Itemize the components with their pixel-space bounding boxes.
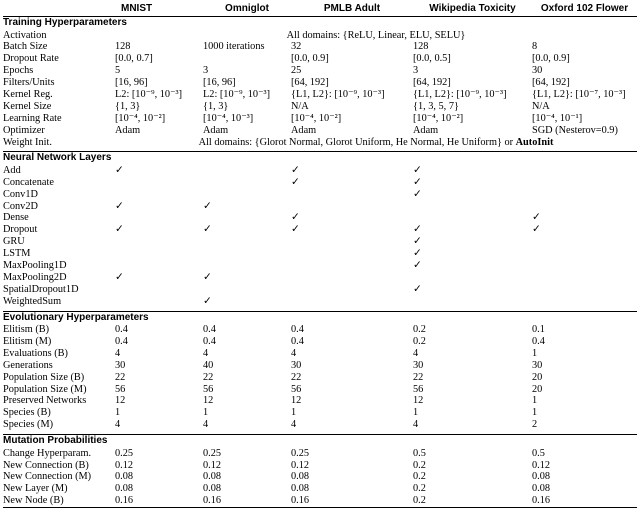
checkmark-cell: ✓ xyxy=(203,224,212,236)
spanning-cell xyxy=(115,137,637,149)
value-cell: 0.08 xyxy=(532,471,551,483)
bottom-rule xyxy=(3,507,637,508)
table-row xyxy=(3,41,637,53)
value-cell: [64, 192] xyxy=(291,77,329,89)
value-cell: 0.2 xyxy=(413,471,426,483)
value-cell: Adam xyxy=(291,124,317,136)
value-cell xyxy=(532,165,637,177)
checkmark-cell: ✓ xyxy=(413,176,422,188)
value-cell: 12 xyxy=(291,395,302,407)
value-cell: 0.5 xyxy=(413,447,426,459)
row-label: Batch Size xyxy=(3,41,48,53)
value-cell: [10⁻⁴, 10⁻²] xyxy=(291,112,342,124)
value-cell xyxy=(532,260,637,272)
value-cell: 0.4 xyxy=(532,335,545,347)
value-cell: 8 xyxy=(532,41,538,53)
spanning-cell xyxy=(115,30,637,42)
row-label: Evaluations (B) xyxy=(3,347,68,359)
value-cell: 1 xyxy=(532,347,538,359)
row-label: Activation xyxy=(3,29,47,41)
table-row xyxy=(3,224,637,236)
section-title-row xyxy=(3,16,637,30)
value-cell: 32 xyxy=(291,41,302,53)
value-cell: 2 xyxy=(532,419,538,431)
table-row xyxy=(3,384,637,396)
value-cell: Adam xyxy=(203,124,229,136)
value-cell: 0.5 xyxy=(532,447,545,459)
checkmark-cell: ✓ xyxy=(413,224,422,236)
row-label: Filters/Units xyxy=(3,77,55,89)
row-label: Weight Init. xyxy=(3,136,52,148)
section-title-row xyxy=(3,311,637,325)
table-row xyxy=(3,212,637,224)
table-row xyxy=(3,248,637,260)
value-cell: 0.12 xyxy=(115,459,134,471)
value-cell: 0.4 xyxy=(203,324,216,336)
row-label: MaxPooling2D xyxy=(3,271,67,283)
value-cell: [10⁻⁴, 10⁻³] xyxy=(203,112,254,124)
value-cell: 4 xyxy=(413,347,419,359)
value-cell xyxy=(532,272,637,284)
value-cell: SGD (Nesterov=0.9) xyxy=(532,124,618,136)
table-row xyxy=(3,137,637,149)
section-title-row xyxy=(3,151,637,165)
checkmark-cell: ✓ xyxy=(291,164,300,176)
row-label: Optimizer xyxy=(3,124,45,136)
value-cell xyxy=(532,296,637,308)
value-cell: 1 xyxy=(291,407,297,419)
value-cell: 0.4 xyxy=(291,335,304,347)
value-cell: 0.16 xyxy=(115,495,134,507)
value-cell: 0.08 xyxy=(532,483,551,495)
value-cell: 4 xyxy=(291,347,297,359)
checkmark-cell: ✓ xyxy=(115,271,124,283)
table-row xyxy=(3,113,637,125)
row-label: Add xyxy=(3,164,21,176)
value-cell xyxy=(115,177,203,189)
value-cell xyxy=(413,272,532,284)
section-title: Neural Network Layers xyxy=(3,152,112,164)
value-cell: N/A xyxy=(291,100,309,112)
hyperparameter-table xyxy=(3,2,637,508)
header-cell: Oxford 102 Flower xyxy=(540,3,629,15)
value-cell: L2: [10⁻⁹, 10⁻³] xyxy=(115,88,183,100)
value-cell: 1 xyxy=(532,395,538,407)
row-label: Generations xyxy=(3,359,53,371)
table-row xyxy=(3,407,637,419)
value-cell: 12 xyxy=(115,395,126,407)
section-title-row xyxy=(3,434,637,448)
row-label: Kernel Size xyxy=(3,100,52,112)
value-cell: 0.08 xyxy=(115,483,134,495)
value-cell: 4 xyxy=(115,347,121,359)
value-cell: 22 xyxy=(413,371,424,383)
table-row xyxy=(3,260,637,272)
table-row xyxy=(3,495,637,507)
value-cell: 0.2 xyxy=(413,483,426,495)
value-cell: N/A xyxy=(532,100,550,112)
value-cell: 0.08 xyxy=(203,471,222,483)
value-cell xyxy=(291,260,413,272)
value-cell xyxy=(203,212,291,224)
row-label: Conv1D xyxy=(3,188,38,200)
table-row xyxy=(3,272,637,284)
table-row xyxy=(3,483,637,495)
table-row xyxy=(3,348,637,360)
value-cell: 12 xyxy=(413,395,424,407)
row-label: New Connection (M) xyxy=(3,471,92,483)
row-label: New Node (B) xyxy=(3,495,64,507)
value-cell: 1000 iterations xyxy=(203,41,265,53)
spanning-text: All domains: {Glorot Normal, Glorot Uniform, He Normal, He Uniform} or xyxy=(198,136,516,148)
row-label: Species (M) xyxy=(3,419,54,431)
header-cell: MNIST xyxy=(121,3,153,15)
table-row xyxy=(3,460,637,472)
value-cell: [16, 96] xyxy=(115,77,148,89)
value-cell: 0.12 xyxy=(532,459,551,471)
table-body xyxy=(3,16,637,508)
value-cell xyxy=(203,248,291,260)
value-cell: 0.1 xyxy=(532,324,545,336)
value-cell xyxy=(291,296,413,308)
value-cell: 0.12 xyxy=(291,459,310,471)
row-label: Learning Rate xyxy=(3,112,62,124)
value-cell: 1 xyxy=(115,407,121,419)
table-row xyxy=(3,201,637,213)
table-row xyxy=(3,236,637,248)
row-label: Dropout Rate xyxy=(3,53,59,65)
table-row xyxy=(3,77,637,89)
value-cell xyxy=(291,248,413,260)
table-row xyxy=(3,189,637,201)
value-cell xyxy=(291,272,413,284)
section-title: Evolutionary Hyperparameters xyxy=(3,311,149,323)
table-row xyxy=(3,296,637,308)
value-cell: 30 xyxy=(115,359,126,371)
value-cell: 1 xyxy=(413,407,419,419)
spanning-bold-text: AutoInit xyxy=(515,136,554,148)
checkmark-cell: ✓ xyxy=(203,271,212,283)
value-cell: 20 xyxy=(532,383,543,395)
value-cell: 0.08 xyxy=(203,483,222,495)
value-cell: [0.0, 0.7] xyxy=(115,53,153,65)
value-cell: 0.25 xyxy=(291,447,310,459)
value-cell: 0.2 xyxy=(413,335,426,347)
value-cell: 56 xyxy=(203,383,214,395)
row-label: Concatenate xyxy=(3,176,54,188)
value-cell xyxy=(291,189,413,201)
spanning-text: All domains: {ReLU, Linear, ELU, SELU} xyxy=(286,29,466,41)
row-label: LSTM xyxy=(3,248,31,260)
value-cell: 0.16 xyxy=(532,495,551,507)
value-cell xyxy=(532,189,637,201)
value-cell: 4 xyxy=(203,419,209,431)
value-cell: 56 xyxy=(115,383,126,395)
value-cell: 0.08 xyxy=(115,471,134,483)
value-cell xyxy=(203,284,291,296)
value-cell: {1, 3, 5, 7} xyxy=(413,100,459,112)
value-cell: {L1, L2}: [10⁻⁹, 10⁻³] xyxy=(413,88,507,100)
value-cell: 128 xyxy=(115,41,131,53)
value-cell: 0.2 xyxy=(413,459,426,471)
value-cell: 3 xyxy=(413,65,419,77)
value-cell: [16, 96] xyxy=(203,77,236,89)
row-label: Population Size (B) xyxy=(3,371,85,383)
value-cell: 56 xyxy=(291,383,302,395)
checkmark-cell: ✓ xyxy=(413,236,422,248)
header-cell: PMLB Adult xyxy=(323,3,381,15)
table-row xyxy=(3,324,637,336)
value-cell xyxy=(532,201,637,213)
checkmark-cell: ✓ xyxy=(532,212,541,224)
header-cell: Wikipedia Toxicity xyxy=(429,3,516,15)
value-cell xyxy=(532,284,637,296)
value-cell xyxy=(413,201,532,213)
table-row xyxy=(3,30,637,42)
table-row xyxy=(3,53,637,65)
value-cell: [10⁻⁴, 10⁻²] xyxy=(413,112,464,124)
value-cell: 22 xyxy=(115,371,126,383)
value-cell: 22 xyxy=(291,371,302,383)
value-cell: {1, 3} xyxy=(115,100,141,112)
value-cell: 25 xyxy=(291,65,302,77)
value-cell: [0.0, 0.9] xyxy=(532,53,570,65)
value-cell: 20 xyxy=(532,371,543,383)
value-cell: 3 xyxy=(203,65,209,77)
value-cell: 128 xyxy=(413,41,429,53)
value-cell: L2: [10⁻⁹, 10⁻³] xyxy=(203,88,271,100)
table-row xyxy=(3,165,637,177)
row-label: Elitism (B) xyxy=(3,324,50,336)
value-cell: 0.25 xyxy=(115,447,134,459)
value-cell: {L1, L2}: [10⁻⁹, 10⁻³] xyxy=(291,88,385,100)
checkmark-cell: ✓ xyxy=(413,260,422,272)
value-cell xyxy=(413,212,532,224)
value-cell: [0.0, 0.5] xyxy=(413,53,451,65)
value-cell xyxy=(115,189,203,201)
value-cell xyxy=(203,260,291,272)
row-label: Change Hyperparam. xyxy=(3,447,92,459)
table-row xyxy=(3,101,637,113)
checkmark-cell: ✓ xyxy=(291,212,300,224)
value-cell: [10⁻⁴, 10⁻²] xyxy=(115,112,166,124)
table-row xyxy=(3,89,637,101)
checkmark-cell: ✓ xyxy=(115,224,124,236)
value-cell: 1 xyxy=(532,407,538,419)
value-cell xyxy=(532,177,637,189)
value-cell: 4 xyxy=(291,419,297,431)
table-row xyxy=(3,372,637,384)
value-cell: [0.0, 0.9] xyxy=(291,53,329,65)
row-label: Elitism (M) xyxy=(3,335,52,347)
value-cell: 30 xyxy=(413,359,424,371)
value-cell: [10⁻⁴, 10⁻¹] xyxy=(532,112,583,124)
checkmark-cell: ✓ xyxy=(203,200,212,212)
row-label: Conv2D xyxy=(3,200,38,212)
value-cell: 30 xyxy=(532,359,543,371)
row-label: Preserved Networks xyxy=(3,395,87,407)
table-row xyxy=(3,471,637,483)
value-cell: 0.4 xyxy=(115,324,128,336)
row-label: Kernel Reg. xyxy=(3,88,53,100)
value-cell: [64, 192] xyxy=(413,77,451,89)
value-cell: 4 xyxy=(413,419,419,431)
row-label: MaxPooling1D xyxy=(3,260,67,272)
row-label: New Connection (B) xyxy=(3,459,89,471)
value-cell: 12 xyxy=(203,395,214,407)
value-cell: 30 xyxy=(532,65,543,77)
value-cell xyxy=(203,236,291,248)
value-cell xyxy=(115,236,203,248)
value-cell: 0.25 xyxy=(203,447,222,459)
value-cell xyxy=(413,296,532,308)
value-cell: Adam xyxy=(413,124,439,136)
value-cell: 0.2 xyxy=(413,495,426,507)
value-cell xyxy=(532,236,637,248)
value-cell: 5 xyxy=(115,65,121,77)
table-row xyxy=(3,419,637,431)
table-row xyxy=(3,65,637,77)
value-cell xyxy=(203,189,291,201)
table-row xyxy=(3,395,637,407)
value-cell: 4 xyxy=(115,419,121,431)
row-label: GRU xyxy=(3,236,25,248)
table-row xyxy=(3,177,637,189)
value-cell xyxy=(203,177,291,189)
value-cell xyxy=(115,284,203,296)
value-cell: 0.12 xyxy=(203,459,222,471)
value-cell xyxy=(115,260,203,272)
value-cell: {L1, L2}: [10⁻⁷, 10⁻³] xyxy=(532,88,626,100)
value-cell: 1 xyxy=(203,407,209,419)
value-cell: 4 xyxy=(203,347,209,359)
value-cell: 0.08 xyxy=(291,471,310,483)
value-cell: 0.16 xyxy=(203,495,222,507)
checkmark-cell: ✓ xyxy=(203,295,212,307)
row-label: Species (B) xyxy=(3,407,51,419)
value-cell xyxy=(291,201,413,213)
value-cell: 56 xyxy=(413,383,424,395)
value-cell xyxy=(115,212,203,224)
row-label: Dropout xyxy=(3,224,38,236)
value-cell: 0.4 xyxy=(203,335,216,347)
header-cell: Omniglot xyxy=(225,3,269,15)
value-cell: {1, 3} xyxy=(203,100,229,112)
value-cell: 0.08 xyxy=(291,483,310,495)
checkmark-cell: ✓ xyxy=(115,164,124,176)
checkmark-cell: ✓ xyxy=(532,224,541,236)
row-label: SpatialDropout1D xyxy=(3,283,79,295)
value-cell: 0.2 xyxy=(413,324,426,336)
checkmark-cell: ✓ xyxy=(413,248,422,260)
value-cell xyxy=(291,284,413,296)
table-row xyxy=(3,336,637,348)
row-label: Dense xyxy=(3,212,29,224)
value-cell xyxy=(532,248,637,260)
table-row xyxy=(3,360,637,372)
value-cell: 0.4 xyxy=(115,335,128,347)
value-cell xyxy=(291,236,413,248)
table-row xyxy=(3,125,637,137)
row-label: Population Size (M) xyxy=(3,383,87,395)
value-cell: 22 xyxy=(203,371,214,383)
checkmark-cell: ✓ xyxy=(115,200,124,212)
value-cell: [64, 192] xyxy=(532,77,570,89)
value-cell xyxy=(115,248,203,260)
value-cell: Adam xyxy=(115,124,141,136)
row-label: New Layer (M) xyxy=(3,483,68,495)
checkmark-cell: ✓ xyxy=(413,164,422,176)
checkmark-cell: ✓ xyxy=(291,224,300,236)
value-cell xyxy=(203,165,291,177)
checkmark-cell: ✓ xyxy=(413,283,422,295)
value-cell: 40 xyxy=(203,359,214,371)
checkmark-cell: ✓ xyxy=(413,188,422,200)
section-title: Mutation Probabilities xyxy=(3,435,108,447)
value-cell xyxy=(115,296,203,308)
table-row xyxy=(3,284,637,296)
row-label: Epochs xyxy=(3,65,34,77)
checkmark-cell: ✓ xyxy=(291,176,300,188)
section-title: Training Hyperparameters xyxy=(3,17,127,28)
table-row xyxy=(3,448,637,460)
table-header-row xyxy=(3,2,637,16)
value-cell: 0.4 xyxy=(291,324,304,336)
value-cell: 30 xyxy=(291,359,302,371)
value-cell xyxy=(203,53,291,65)
row-label: WeightedSum xyxy=(3,295,62,307)
value-cell: 0.16 xyxy=(291,495,310,507)
